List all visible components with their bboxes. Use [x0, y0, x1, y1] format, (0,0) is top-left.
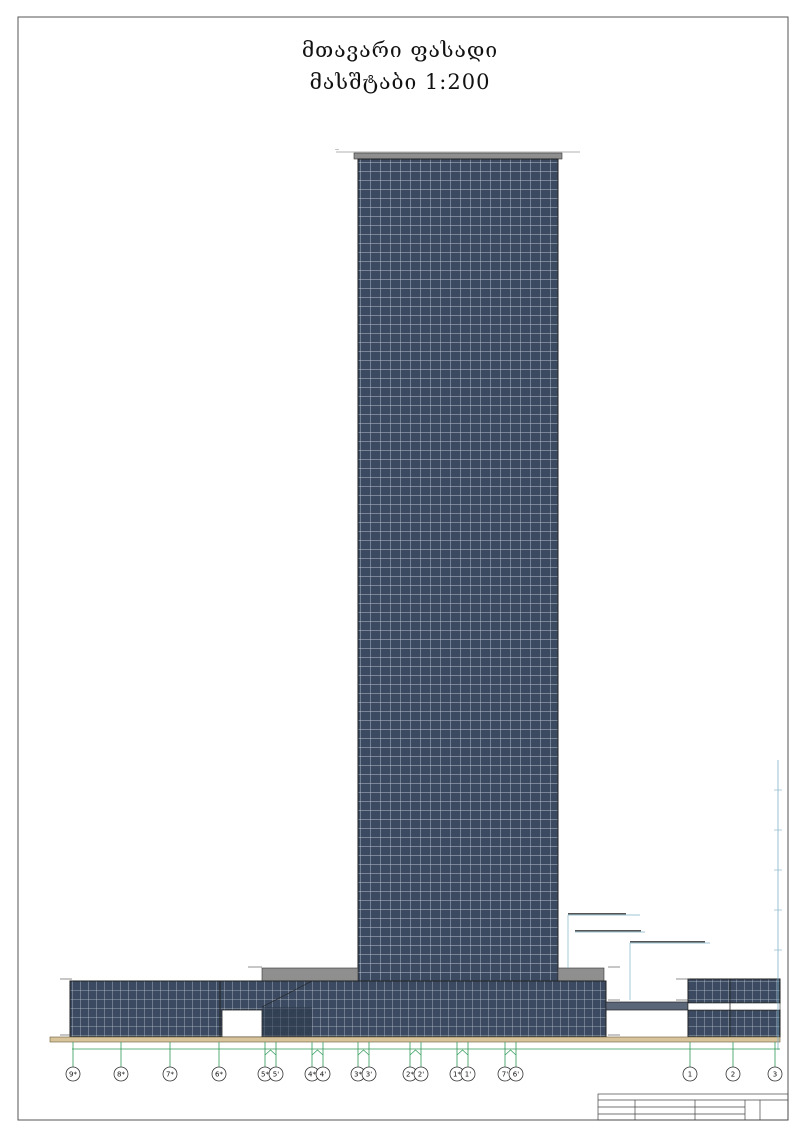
drawing-scale: მასშტაბი 1:200 — [309, 70, 491, 94]
axis-right-0-label: 1 — [687, 1070, 693, 1079]
axis-right-1-label: 2 — [730, 1070, 736, 1079]
axis-left-2-label: 7* — [166, 1070, 174, 1079]
axis-left-secondary-5-label: 4' — [319, 1070, 327, 1079]
axis-left-3-label: 6* — [215, 1070, 223, 1079]
title-block — [598, 1094, 788, 1120]
axis-right-2-label: 3 — [772, 1070, 778, 1079]
podium-roof-center — [262, 968, 358, 981]
axis-left-secondary-9-label: 6' — [512, 1070, 520, 1079]
axis-left-1-label: 8* — [117, 1070, 125, 1079]
drawing-title: მთავარი ფასადი — [301, 38, 499, 62]
axis-left-4-label: 5* — [261, 1070, 269, 1079]
grid-axes — [66, 1042, 782, 1081]
tower-crown-slab — [354, 153, 562, 159]
axis-left-0-label: 9* — [69, 1070, 77, 1079]
axis-pair-connector-6 — [358, 1050, 369, 1055]
svg-text:—: — — [335, 147, 339, 152]
axis-left-secondary-4-label: 5' — [272, 1070, 280, 1079]
axis-left-secondary-8-label: 1' — [464, 1070, 472, 1079]
podium-entrance-void — [222, 1010, 262, 1037]
axis-pair-connector-5 — [312, 1050, 323, 1055]
axis-left-6-label: 3* — [354, 1070, 362, 1079]
axis-left-7-label: 2* — [406, 1070, 414, 1079]
axis-left-secondary-7-label: 2' — [417, 1070, 425, 1079]
axis-pair-connector-8 — [457, 1050, 468, 1055]
podium-left-wing — [70, 981, 220, 1037]
annex-lower — [688, 1010, 780, 1037]
bridge-deck — [606, 1002, 688, 1010]
axis-left-secondary-6-label: 3' — [365, 1070, 373, 1079]
axis-pair-connector-7 — [410, 1050, 421, 1055]
axis-pair-connector-4 — [265, 1050, 276, 1055]
axis-pair-connector-9 — [505, 1050, 516, 1055]
axis-left-5-label: 4* — [308, 1070, 316, 1079]
annex-upper — [688, 979, 780, 1003]
axis-left-8-label: 1* — [453, 1070, 461, 1079]
podium-roof-right — [558, 968, 604, 981]
axis-left-9-label: 7' — [501, 1070, 509, 1079]
ground-line — [50, 1037, 780, 1042]
podium-shadow-band — [262, 1007, 312, 1037]
tower-curtain-wall — [358, 159, 558, 981]
